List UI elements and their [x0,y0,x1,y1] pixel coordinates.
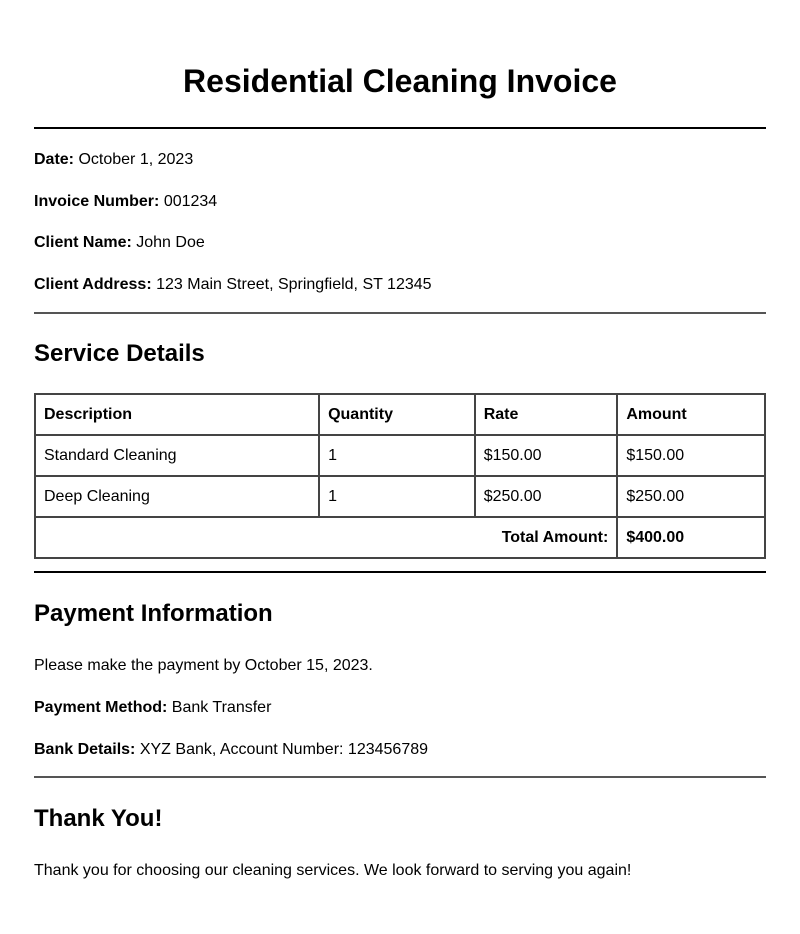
bank-details-field [34,740,428,760]
cell-quantity: 1 [319,435,475,476]
cell-rate: $250.00 [475,476,618,517]
payment-due-text: Please make the payment by October 15, 2023. [34,657,373,674]
invoice-number-field [34,192,217,212]
client-name-field [34,233,205,253]
bank-details-value: XYZ Bank, Account Number: 123456789 [139,741,429,758]
client-address-value: 123 Main Street, Springfield, ST 12345 [156,276,432,293]
cell-rate: $150.00 [475,435,618,476]
cell-amount: $250.00 [617,476,765,517]
divider [34,776,766,778]
divider [34,312,766,314]
column-header-rate: Rate [475,394,618,435]
divider [34,127,766,129]
services-table [34,393,766,559]
total-amount-label: Total Amount: [35,517,617,558]
thank-you-message: Thank you for choosing our cleaning services. We look forward to serving you again! [34,862,632,879]
table-row [35,435,765,476]
date-field [34,150,193,170]
client-address-field [34,275,432,295]
invoice-title: Residential Cleaning Invoice [183,63,617,99]
cell-description: Standard Cleaning [35,435,319,476]
client-name-value: John Doe [136,234,205,251]
column-header-quantity: Quantity [319,394,475,435]
invoice-number-label: Invoice Number: [34,193,160,210]
table-header-row [35,394,765,435]
total-row [35,517,765,558]
date-label: Date: [34,151,75,168]
payment-method-field [34,698,271,718]
cell-amount: $150.00 [617,435,765,476]
total-amount-value: $400.00 [617,517,765,558]
table-row [35,476,765,517]
payment-information-heading: Payment Information [34,600,273,627]
column-header-description: Description [35,394,319,435]
service-details-heading: Service Details [34,340,205,367]
payment-method-label: Payment Method: [34,699,168,716]
cell-quantity: 1 [319,476,475,517]
invoice-number-value: 001234 [163,193,218,210]
client-address-label: Client Address: [34,276,152,293]
thank-you-heading: Thank You! [34,805,163,832]
bank-details-label: Bank Details: [34,741,136,758]
client-name-label: Client Name: [34,234,132,251]
payment-method-value: Bank Transfer [171,699,272,716]
date-value: October 1, 2023 [78,151,194,168]
cell-description: Deep Cleaning [35,476,319,517]
divider [34,571,766,573]
column-header-amount: Amount [617,394,765,435]
